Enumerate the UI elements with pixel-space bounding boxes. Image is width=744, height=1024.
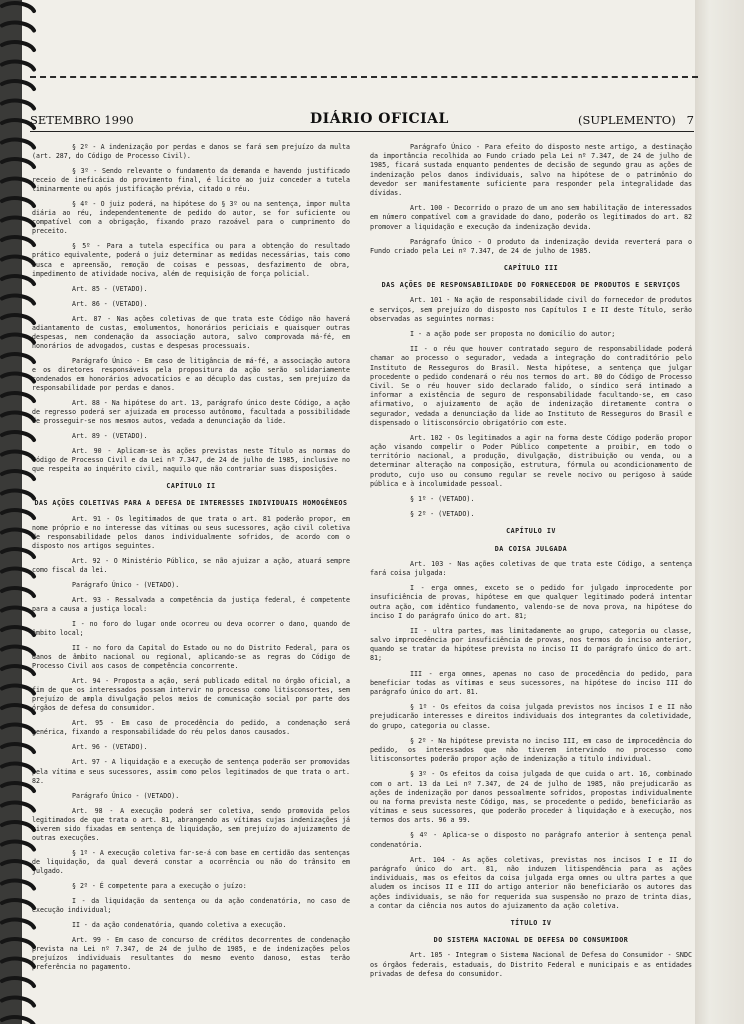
- spiral-coil: [2, 705, 34, 713]
- spiral-coil: [2, 296, 34, 304]
- section-heading: CAPÍTULO IV: [506, 527, 556, 536]
- paragraph: Art. 96 - (VETADO).: [72, 743, 148, 752]
- paragraph: § 4º - O juiz poderá, na hipótese do § 3º ou na sentença, impor multa diária ao réu, independentemente de pedido do autor, se for suficiente ou compatível com a obrigação, fixando prazo razoável para o cumprimento do preceito.: [32, 200, 350, 236]
- spiral-coil: [2, 159, 34, 167]
- spiral-coil: [2, 666, 34, 674]
- paragraph: Parágrafo Único - O produto da indenização devida reverterá para o Fundo criado pela Lei nº 7.347, de 24 de julho de 1985.: [370, 237, 692, 255]
- spiral-coil: [2, 198, 34, 206]
- paragraph: Parágrafo Único - (VETADO).: [72, 791, 180, 800]
- paragraph: § 5º - Para a tutela específica ou para a obtenção do resultado prático equivalente, poderá o juiz determinar as medidas necessárias, tais como busca e apreensão, remoção de coisas e pessoas, desfazimento de obra, impedimento de atividade nociva, além de requisição de força policial.: [32, 242, 350, 278]
- paragraph: Parágrafo Único - Em caso de litigância de má-fé, a associação autora e os diretores responsáveis pela propositura da ação serão solidariamente condenados em honorários advocatícios e ao décuplo das custas, sem prejuízo da responsabilidade por perdas e danos.: [32, 356, 350, 393]
- paragraph: Art. 104 - As ações coletivas, previstas nos incisos I e II do parágrafo único do art. 81, não induzem litispendência para as ações individuais, mas os efeitos da coisa julgada erga omnes ou ultra partes a que aludem os incisos II e III do artigo anterior não beneficiarão os autores das ações individuais, se não for requerida sua suspensão no prazo de trinta dias, a contar da ciência nos autos do ajuizamento da ação coletiva.: [370, 855, 692, 910]
- paragraph: § 4º - Aplica-se o disposto no parágrafo anterior à sentença penal condenatória.: [370, 831, 692, 849]
- paragraph: Art. 94 - Proposta a ação, será publicado edital no órgão oficial, a fim de que os interessados possam intervir no processo como litisconsortes, sem prejuízo de ampla divulgação pelos meios de comunicação social por parte dos órgãos de defesa do consumidor.: [32, 677, 350, 713]
- spiral-coil: [2, 608, 34, 616]
- paragraph: Art. 101 - Na ação de responsabilidade civil do fornecedor de produtos e serviços, sem prejuízo do disposto nos Capítulos I e II deste Título, serão observadas as seguintes normas:: [370, 296, 692, 323]
- paragraph: II - no foro da Capital do Estado ou no do Distrito Federal, para os danos de âmbito nacional ou regional, aplicando-se as regras do Código de Processo Civil aos casos de competência concorrente.: [32, 644, 350, 671]
- paragraph: Art. 99 - Em caso de concurso de créditos decorrentes de condenação prevista na Lei nº 7.347, de 24 de julho de 1985, e de indenizações pelos prejuízos individuais resultantes do mesmo evento danoso, estas terão preferência no pagamento.: [32, 936, 350, 972]
- paragraph: § 3º - Os efeitos da coisa julgada de que cuida o art. 16, combinado com o art. 13 da Lei nº 7.347, de 24 de julho de 1985, não prejudicarão as ações de indenização por danos pessoalmente sofridos, propostas individualmente ou na forma prevista neste Código, mas, se procedente o pedido, beneficiarão as vítimas e seus sucessores, que poderão proceder à liquidação e à execução, nos termos dos arts. 96 a 99.: [370, 770, 692, 825]
- paragraph: Art. 103 - Nas ações coletivas de que trata este Código, a sentença fará coisa julgada:: [370, 559, 692, 577]
- spiral-coil: [2, 1017, 34, 1024]
- top-dashed-rule: [30, 76, 698, 78]
- paragraph: § 2º - Na hipótese prevista no inciso III, em caso de improcedência do pedido, os interessados que não tiverem intervindo no processo como litisconsortes poderão propor ação de indenização a título individual.: [370, 736, 692, 764]
- page-number: 7: [686, 113, 694, 127]
- spiral-coil: [2, 569, 34, 577]
- spiral-coil: [2, 881, 34, 889]
- paragraph: § 3º - Sendo relevante o fundamento da demanda e havendo justificado receio de ineficácia do provimento final, é lícito ao juiz conceder a tutela liminarmente ou após justificação prévia, citado o réu.: [32, 167, 350, 194]
- paragraph: I - no foro do lugar onde ocorreu ou deva ocorrer o dano, quando de âmbito local;: [32, 619, 350, 637]
- header-rule: [30, 131, 694, 132]
- spiral-coil: [2, 998, 34, 1006]
- spiral-coil: [2, 257, 34, 265]
- spiral-coil: [2, 335, 34, 343]
- spiral-coil: [2, 471, 34, 479]
- left-text-column: [32, 143, 350, 978]
- spiral-coil: [2, 939, 34, 947]
- paragraph: Art. 93 - Ressalvada a competência da justiça federal, é competente para a causa a justiça local:: [32, 595, 350, 613]
- paragraph: Art. 100 - Decorrido o prazo de um ano sem habilitação de interessados em número compatível com a gravidade do dano, poderão os legitimados do art. 82 promover a liquidação e execução da indenização devida.: [370, 204, 692, 231]
- paragraph: Art. 91 - Os legitimados de que trata o art. 81 poderão propor, em nome próprio e no interesse das vítimas ou seus sucessores, ação civil coletiva de responsabilidade pelos danos individualmente sofridos, de acordo com o disposto nos artigos seguintes.: [32, 514, 350, 550]
- spiral-coil: [2, 842, 34, 850]
- paragraph: I - a ação pode ser proposta no domicílio do autor;: [410, 330, 616, 338]
- spiral-coil: [2, 393, 34, 401]
- paragraph: Art. 85 - (VETADO).: [72, 284, 148, 293]
- paragraph: II - da ação condenatória, quando coletiva a execução.: [72, 921, 287, 930]
- paragraph: § 2º - A indenização por perdas e danos se fará sem prejuízo da multa (art. 287, do Código de Processo Civil).: [32, 143, 350, 161]
- section-heading: TÍTULO IV: [510, 918, 552, 927]
- spiral-coil: [2, 276, 34, 284]
- paragraph: III - erga omnes, apenas no caso de procedência do pedido, para beneficiar todas as vítimas e seus sucessores, na hipótese do inciso III do parágrafo único do art. 81.: [370, 669, 692, 696]
- spiral-coil: [2, 179, 34, 187]
- paragraph: I - da liquidação da sentença ou da ação condenatória, no caso de execução individual;: [32, 897, 350, 915]
- paragraph: Art. 87 - Nas ações coletivas de que trata este Código não haverá adiantamento de custas, emolumentos, honorários periciais e quaisquer outras despesas, nem condenação da associação autora, salvo comprovada má-fé, em honorários de advogados, custas e despesas processuais.: [32, 314, 350, 350]
- section-heading: CAPÍTULO II: [166, 482, 216, 491]
- paragraph: Art. 92 - O Ministério Público, se não ajuizar a ação, atuará sempre como fiscal da lei.: [32, 556, 350, 574]
- paragraph: I - erga omnes, exceto se o pedido for julgado improcedente por insuficiência de provas, hipótese em que qualquer legitimado poderá intentar outra ação, com idêntico fundamento, valendo-se de nova prova, na hipótese do inciso I do parágrafo único do art. 81;: [370, 584, 692, 620]
- paragraph: Art. 88 - Na hipótese do art. 13, parágrafo único deste Código, a ação de regresso poderá ser ajuizada em processo autônomo, facultada a possibilidade de prosseguir-se nos mesmos autos, vedada a denunciação da lide.: [32, 399, 350, 426]
- spiral-coil: [2, 374, 34, 382]
- spiral-coil: [2, 452, 34, 460]
- section-heading: DA COISA JULGADA: [494, 544, 568, 553]
- paragraph: Art. 89 - (VETADO).: [72, 432, 148, 441]
- paragraph: Parágrafo Único - (VETADO).: [72, 580, 180, 589]
- spiral-coil: [2, 237, 34, 245]
- spiral-coil: [2, 725, 34, 733]
- paragraph: Art. 86 - (VETADO).: [72, 299, 148, 308]
- paragraph: § 2º - (VETADO).: [410, 510, 475, 519]
- spiral-coil: [2, 959, 34, 967]
- header-supplement: (SUPLEMENTO) 7: [578, 113, 694, 127]
- spiral-coil: [2, 822, 34, 830]
- spiral-coil: [2, 140, 34, 148]
- paragraph: § 1º - (VETADO).: [410, 495, 475, 503]
- spiral-coil: [2, 101, 34, 109]
- paragraph: II - ultra partes, mas limitadamente ao grupo, categoria ou classe, salvo improcedência por insuficiência de provas, nos termos do inciso anterior, quando se tratar da hipótese prevista no inciso II do parágrafo único do art. 81;: [370, 626, 692, 663]
- spiral-coil: [2, 81, 34, 89]
- paragraph: § 2º - É competente para a execução o juízo:: [72, 882, 247, 890]
- paragraph: § 1º - Os efeitos da coisa julgada previstos nos incisos I e II não prejudicarão interesses e direitos individuais dos integrantes da coletividade, do grupo, categoria ou classe.: [370, 703, 692, 730]
- spiral-coil: [2, 588, 34, 596]
- header-date: SETEMBRO 1990: [30, 113, 134, 127]
- spiral-coil: [2, 432, 34, 440]
- spiral-coil: [2, 686, 34, 694]
- paragraph: § 1º - A execução coletiva far-se-á com base em certidão das sentenças de liquidação, da qual deverá constar a ocorrência ou não do trânsito em julgado.: [32, 848, 350, 875]
- spiral-coil: [2, 744, 34, 752]
- spiral-coil: [2, 23, 34, 31]
- spiral-coil: [2, 900, 34, 908]
- spiral-coil: [2, 783, 34, 791]
- spiral-coil: [2, 315, 34, 323]
- paragraph: Parágrafo Único - Para efeito do disposto neste artigo, a destinação da importância recolhida ao Fundo criado pela Lei nº 7.347, de 24 de julho de 1985, ficará sustada enquanto pendentes de decisão de segundo grau as ações de indenização pelos danos individuais, salvo na hipótese de o patrimônio do devedor ser manifestamente suficiente para responder pela integralidade das dívidas.: [370, 143, 692, 197]
- paragraph: II - o réu que houver contratado seguro de responsabilidade poderá chamar ao processo o segurador, vedada a integração do contraditório pelo Instituto de Resseguros do Brasil. Nesta hipótese, a sentença que julgar procedente o pedido condenará o réu nos termos do art. 80 do Código de Processo Civil. Se o réu houver sido declarado falido, o síndico será intimado a informar a existência de seguro de responsabilidade facultando-se, em caso afirmativo, o ajuizamento de ação de indenização diretamente contra o segurador, vedada a denunciação da lide ao Instituto de Resseguros do Brasil e dispensado o litisconsórcio obrigatório com este.: [370, 345, 692, 427]
- spiral-coil: [2, 510, 34, 518]
- spiral-coil: [2, 62, 34, 70]
- spiral-coil: [2, 764, 34, 772]
- section-heading: DO SISTEMA NACIONAL DE DEFESA DO CONSUMIDOR: [433, 936, 629, 945]
- spiral-coil: [2, 647, 34, 655]
- paragraph: Art. 98 - A execução poderá ser coletiva, sendo promovida pelos legitimados de que trata o art. 81, abrangendo as vítimas cujas indenizações já tiverem sido fixadas em sentença de liquidação, sem prejuízo do ajuizamento de outras execuções.: [32, 806, 350, 842]
- spiral-coil: [2, 627, 34, 635]
- spiral-coil: [2, 861, 34, 869]
- spiral-coil: [2, 42, 34, 50]
- paragraph: Art. 97 - A liquidação e a execução de sentença poderão ser promovidas pela vítima e seus sucessores, assim como pelos legitimados de que trata o art. 82.: [32, 758, 350, 785]
- spiral-coil: [2, 491, 34, 499]
- paragraph: Art. 95 - Em caso de procedência do pedido, a condenação será genérica, fixando a responsabilidade do réu pelos danos causados.: [32, 719, 350, 737]
- spiral-coil: [2, 530, 34, 538]
- right-text-column: [370, 143, 692, 985]
- section-heading: CAPÍTULO III: [503, 264, 559, 273]
- spiral-coil: [2, 218, 34, 226]
- header-title: DIÁRIO OFICIAL: [310, 111, 449, 127]
- paragraph: Art. 102 - Os legitimados a agir na forma deste Código poderão propor ação visando compelir o Poder Público competente a proibir, em todo o território nacional, a produção, divulgação, distribuição ou venda, ou a determinar alteração na composição, estrutura, fórmula ou acondicionamento de produto, cujo uso ou consumo regular se revele nocivo ou perigoso à saúde pública e à incolumidade pessoal.: [370, 433, 692, 488]
- spiral-coil: [2, 413, 34, 421]
- paragraph: Art. 105 - Integram o Sistema Nacional de Defesa do Consumidor - SNDC os órgãos federais, estaduais, do Distrito Federal e municipais e as entidades privadas de defesa do consumidor.: [370, 951, 692, 978]
- spiral-coil: [2, 978, 34, 986]
- page-header: [30, 113, 694, 129]
- spiral-coil: [2, 920, 34, 928]
- adjacent-page-edge: [695, 0, 744, 1024]
- spiral-coil: [2, 3, 34, 11]
- paragraph: Art. 90 - Aplicam-se às ações previstas neste Título as normas do Código de Processo Civil e da Lei nº 7.347, de 24 de julho de 1985, inclusive no que respeita ao inquérito civil, naquilo que não contrariar suas disposições.: [32, 447, 350, 474]
- spiral-coil: [2, 803, 34, 811]
- spiral-coil: [2, 549, 34, 557]
- spiral-coil: [2, 354, 34, 362]
- section-heading: DAS AÇÕES DE RESPONSABILIDADE DO FORNECEDOR DE PRODUTOS E SERVIÇOS: [381, 281, 681, 290]
- section-heading: DAS AÇÕES COLETIVAS PARA A DEFESA DE INTERESSES INDIVIDUAIS HOMOGÊNEOS: [34, 499, 348, 508]
